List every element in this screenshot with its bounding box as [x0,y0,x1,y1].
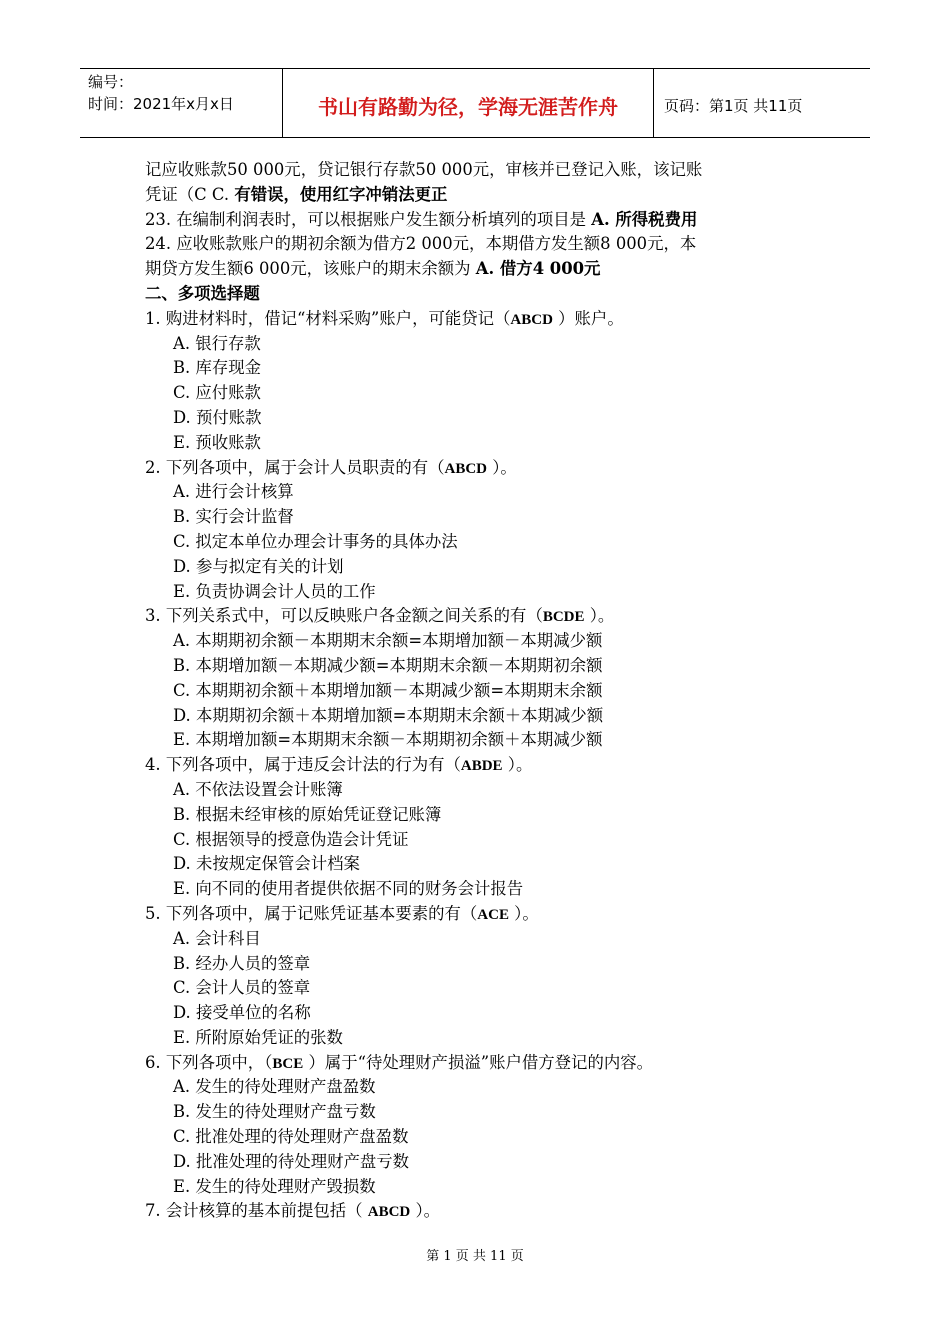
question-answer: ABCD [510,311,553,328]
question-answer: BCDE [542,609,585,626]
question-stem-suffix: ）。 [584,606,615,626]
question-stem-text: 7. 会计核算的基本前提包括（ [145,1201,368,1221]
intro-line-2-answer: 有错误，使用红字冲销法更正 [234,184,448,204]
answer-option: D. 参与拟定有关的计划 [173,556,344,576]
answer-option: A. 不依法设置会计账簿 [173,779,343,799]
question-stem-suffix: ）。 [487,457,517,477]
question-24-line-1: 24. 应收账款账户的期初余额为借方2 000元，本期借方发生额8 000元，本 [145,234,697,254]
answer-option: D. 批准处理的待处理财产盘亏数 [173,1151,410,1171]
question-stem [145,753,805,778]
question-stem-text: 5. 下列各项中，属于记账凭证基本要素的有（ [145,903,478,923]
question-list [145,307,805,1224]
question-answer: BCE [272,1055,304,1072]
question-23-answer: A. 所得税费用 [591,209,698,229]
answer-option: A. 银行存款 [173,333,261,353]
answer-option: E. 本期增加额=本期期末余额－本期期初余额＋本期减少额 [173,730,603,750]
intro-line-2-prefix: 凭证（C C. [145,184,235,204]
answer-option: D. 接受单位的名称 [173,1003,311,1023]
answer-option: C. 本期期初余额＋本期增加额－本期减少额=本期期末余额 [173,680,603,700]
question-stem-text: 2. 下列各项中，属于会计人员职责的有（ [145,457,445,477]
answer-option: D. 未按规定保管会计档案 [173,854,360,874]
question-23 [145,208,805,233]
answer-option: B. 库存现金 [173,358,262,378]
question-stem-suffix: ）属于“待处理财产损溢”账户借方登记的内容。 [303,1052,654,1072]
answer-option: E. 所附原始凭证的张数 [173,1027,343,1047]
document-number-label: 编号： [88,73,134,91]
answer-option: B. 发生的待处理财产盘亏数 [173,1102,376,1122]
section-title: 二、多项选择题 [145,283,260,303]
question-answer: ACE [477,906,509,923]
answer-option: E. 预收账款 [173,432,261,452]
answer-option: B. 实行会计监督 [173,507,294,527]
question-answer: ABDE [460,758,503,775]
answer-option: C. 批准处理的待处理财产盘盈数 [173,1127,409,1147]
answer-option: B. 经办人员的签章 [173,953,311,973]
question-24-answer: A. 借方4 000元 [475,259,601,279]
header-page-info: 页码：第1页 共11页 [664,96,803,115]
answer-option: D. 本期期初余额＋本期增加额=本期期末余额＋本期减少额 [173,705,604,725]
answer-option: E. 向不同的使用者提供依据不同的财务会计报告 [173,879,524,899]
question-23-text: 23. 在编制利润表时，可以根据账户发生额分析填列的项目是 [145,209,592,229]
document-date: 时间：2021年x月x日 [88,95,234,113]
answer-option: A. 进行会计核算 [173,482,294,502]
answer-option: C. 根据领导的授意伪造会计凭证 [173,829,409,849]
answer-option: A. 本期期初余额－本期期末余额=本期增加额－本期减少额 [173,631,603,651]
question-stem [145,902,805,927]
question-stem-suffix: ）。 [410,1201,441,1221]
answer-option: D. 预付账款 [173,407,262,427]
question-answer: ABCD [367,1204,411,1221]
answer-option: A. 发生的待处理财产盘盈数 [173,1077,376,1097]
question-stem-text: 1. 购进材料时，借记“材料采购”账户，可能贷记（ [145,308,511,328]
answer-option: A. 会计科目 [173,928,261,948]
header-motto: 书山有路勤为径，学海无涯苦作舟 [283,69,654,137]
page-header [80,68,870,138]
question-stem-text: 6. 下列各项中，（ [145,1052,273,1072]
question-stem [145,604,805,629]
question-stem [145,1199,805,1224]
intro-line-2 [145,183,805,208]
question-24-line-2 [145,257,805,282]
question-answer: ABCD [444,460,488,477]
page-footer: 第 1 页 共 11 页 [426,1249,524,1264]
question-24-text: 期贷方发生额6 000元，该账户的期末余额为 [145,259,476,279]
intro-line-1: 记应收账款50 000元，贷记银行存款50 000元，审核并已登记入账，该记账 [145,160,703,179]
question-stem [145,307,805,332]
answer-option: E. 负责协调会计人员的工作 [173,581,376,601]
question-stem-suffix: ）账户。 [552,308,624,328]
question-stem-text: 4. 下列各项中，属于违反会计法的行为有（ [145,755,461,775]
question-stem [145,456,805,481]
document-body [145,158,805,1224]
question-stem-text: 3. 下列关系式中，可以反映账户各金额之间关系的有（ [145,606,543,626]
answer-option: E. 发生的待处理财产毁损数 [173,1176,376,1196]
answer-option: B. 根据未经审核的原始凭证登记账簿 [173,804,442,824]
question-stem-suffix: ）。 [502,755,533,775]
question-stem [145,1051,805,1076]
header-left-cell [80,69,283,137]
answer-option: B. 本期增加额－本期减少额=本期期末余额－本期期初余额 [173,655,603,675]
answer-option: C. 拟定本单位办理会计事务的具体办法 [173,531,458,551]
answer-option: C. 应付账款 [173,383,261,403]
answer-option: C. 会计人员的签章 [173,978,311,998]
question-stem-suffix: ）。 [508,903,539,923]
